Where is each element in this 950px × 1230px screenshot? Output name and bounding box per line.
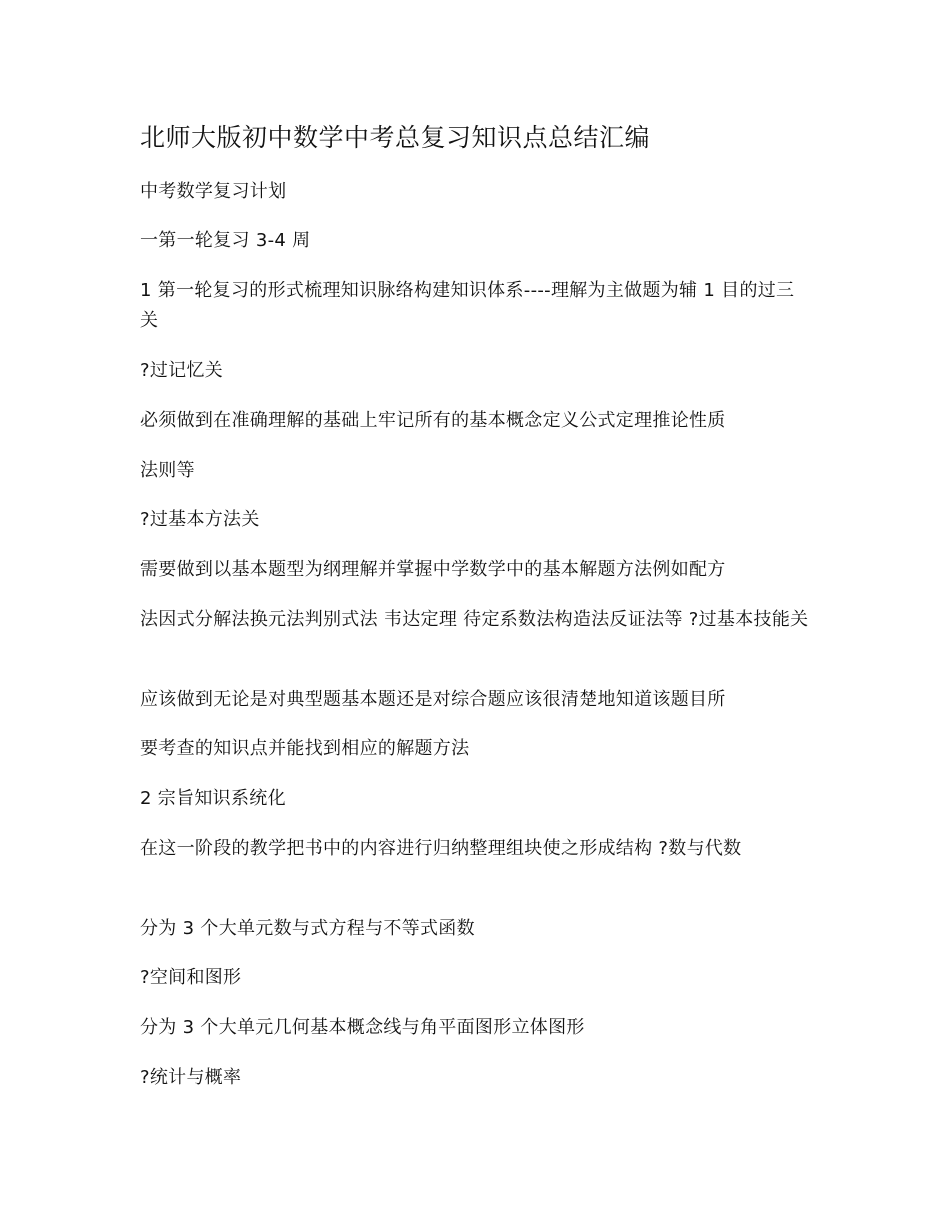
paragraph-method-detail: 需要做到以基本题型为纲理解并掌握中学数学中的基本解题方法例如配方 <box>140 559 726 580</box>
paragraph-statistics-probability: ?统计与概率 <box>140 1067 242 1088</box>
paragraph-exam-plan: 中考数学复习计划 <box>140 181 287 202</box>
paragraph-skill-detail: 应该做到无论是对典型题基本题还是对综合题应该很清楚地知道该题目所 <box>140 689 726 710</box>
paragraph-memory-pass: ?过记忆关 <box>140 360 224 381</box>
paragraph-first-round: 一第一轮复习 3-4 周 <box>140 230 311 251</box>
paragraph-skill-method: 要考查的知识点并能找到相应的解题方法 <box>140 738 470 759</box>
paragraph-method-list: 法因式分解法换元法判别式法 韦达定理 待定系数法构造法反证法等 ?过基本技能关 <box>140 609 809 630</box>
paragraph-number-algebra-units: 分为 3 个大单元数与式方程与不等式函数 <box>140 918 475 939</box>
document-title: 北师大版初中数学中考总复习知识点总结汇编 <box>140 123 651 152</box>
paragraph-memory-detail: 必须做到在准确理解的基础上牢记所有的基本概念定义公式定理推论性质 <box>140 410 726 431</box>
paragraph-first-round-form: 1 第一轮复习的形式梳理知识脉络构建知识体系----理解为主做题为辅 1 目的过三关 <box>140 280 795 331</box>
paragraph-purpose: 2 宗旨知识系统化 <box>140 788 286 809</box>
paragraph-organize: 在这一阶段的教学把书中的内容进行归纳整理组块使之形成结构 ?数与代数 <box>140 838 742 859</box>
paragraph-space-shapes: ?空间和图形 <box>140 967 242 988</box>
paragraph-method-pass: ?过基本方法关 <box>140 509 260 530</box>
paragraph-geometry-units: 分为 3 个大单元几何基本概念线与角平面图形立体图形 <box>140 1017 585 1038</box>
paragraph-rules: 法则等 <box>140 460 195 481</box>
